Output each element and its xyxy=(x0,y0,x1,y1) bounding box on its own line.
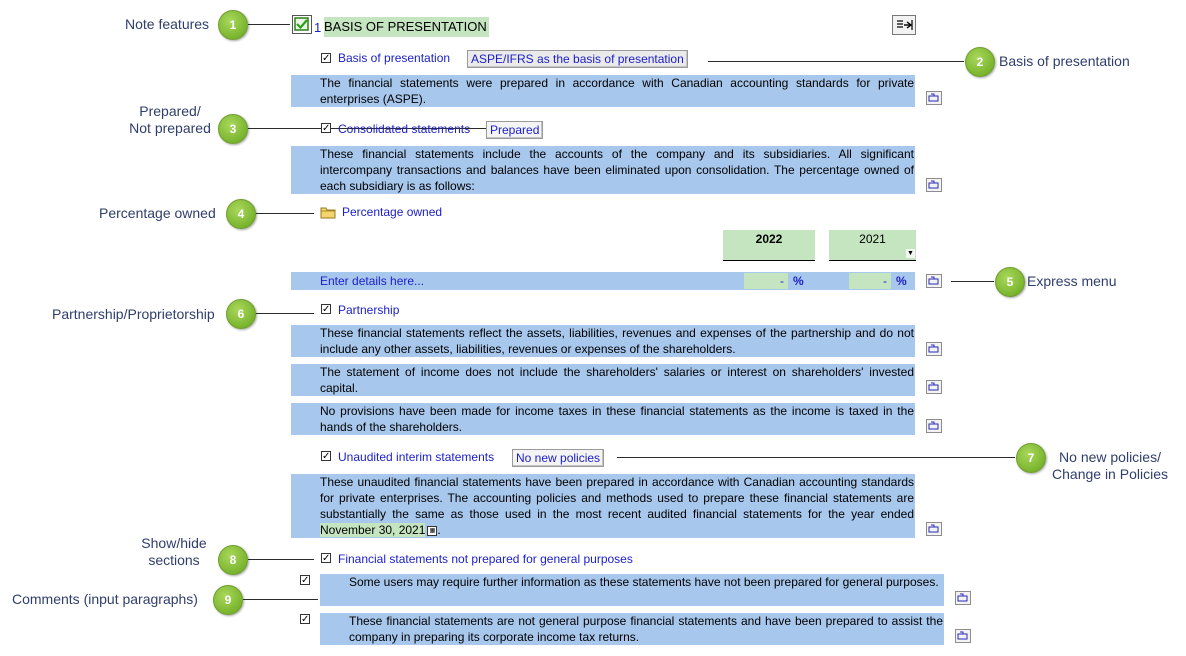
percentage-details-row[interactable] xyxy=(291,272,915,290)
percentage-details-input[interactable]: Enter details here... xyxy=(320,274,425,288)
comment-1-text: Some users may require further information as these statements have not been prepared for general purposes. xyxy=(349,575,939,589)
percentage-folder-button[interactable] xyxy=(320,205,336,219)
callout-label-showhide-l2: sections xyxy=(148,552,200,568)
percentage-value-prior[interactable]: - xyxy=(849,273,891,289)
export-button[interactable] xyxy=(892,15,916,35)
year-prior-label: 2021 xyxy=(859,232,886,246)
callout-label-showhide-l1: Show/hide xyxy=(141,535,207,551)
basis-paragraph[interactable] xyxy=(291,75,915,107)
partnership-paragraph-3[interactable] xyxy=(291,403,915,435)
callout-label-basis: Basis of presentation xyxy=(999,53,1130,69)
callout-label-policies-l1: No new policies/ xyxy=(1059,449,1161,465)
consolidated-dropdown[interactable]: Prepared xyxy=(486,121,543,139)
callout-badge-8: 8 xyxy=(218,545,248,575)
callout-badge-6: 6 xyxy=(226,299,256,329)
year-current-label: 2022 xyxy=(755,232,783,246)
callout-line-7 xyxy=(617,457,1015,458)
express-menu-icon xyxy=(928,344,940,354)
comment-1-checkbox[interactable]: ✓ xyxy=(301,575,310,586)
express-menu-button-9[interactable] xyxy=(955,629,971,643)
general-purpose-label[interactable]: Financial statements not prepared for general purposes xyxy=(338,552,633,566)
percentage-value-current[interactable]: - xyxy=(744,273,788,289)
callout-badge-3: 3 xyxy=(218,114,248,144)
express-menu-button-7[interactable] xyxy=(926,522,942,536)
note-checkbox[interactable] xyxy=(292,15,312,34)
callout-line-5 xyxy=(951,281,994,282)
callout-line-2 xyxy=(708,61,964,62)
year-prior-dropdown-arrow-icon[interactable]: ▼ xyxy=(907,250,914,257)
export-arrow-icon xyxy=(895,18,913,32)
partnership-paragraph-2-text: The statement of income does not include the shareholders' salaries or interest on shareholders' invested capital. xyxy=(320,365,914,395)
callout-line-4 xyxy=(256,213,314,214)
callout-label-prepared-l1: Prepared/ xyxy=(139,103,201,119)
partnership-checkbox[interactable]: ✓ xyxy=(322,304,331,315)
callout-badge-4: 4 xyxy=(226,199,256,229)
comment-2-checkbox[interactable]: ✓ xyxy=(301,614,310,625)
interim-paragraph-text xyxy=(320,474,914,538)
callout-line-9 xyxy=(243,599,318,600)
express-menu-icon xyxy=(928,524,940,534)
callout-label-comments: Comments (input paragraphs) xyxy=(12,591,198,607)
express-menu-button-3[interactable] xyxy=(926,274,942,288)
express-menu-icon xyxy=(957,631,969,641)
basis-dropdown[interactable]: ASPE/IFRS as the basis of presentation xyxy=(467,50,688,68)
general-purpose-checkbox[interactable]: ✓ xyxy=(322,553,331,564)
basis-checkbox[interactable]: ✓ xyxy=(322,53,331,64)
callout-label-partnership: Partnership/Proprietorship xyxy=(52,306,215,322)
consolidated-paragraph-text: These financial statements include the accounts of the company and its subsidiaries. All significant intercompany transactions and balances have been eliminated upon consolidation. The percentage owned of each subsidiary is as follows: xyxy=(320,147,914,193)
express-menu-button-5[interactable] xyxy=(926,380,942,394)
comment-2-text: These financial statements are not general purpose financial statements and have been prepared to assist the company in preparing its corporate income tax returns. xyxy=(349,614,943,644)
express-menu-button-6[interactable] xyxy=(926,419,942,433)
express-menu-button-2[interactable] xyxy=(926,178,942,192)
callout-label-policies xyxy=(1040,449,1180,483)
express-menu-icon xyxy=(957,593,969,603)
express-menu-button-1[interactable] xyxy=(926,91,942,105)
callout-line-6 xyxy=(256,313,314,314)
callout-badge-1: 1 xyxy=(218,10,248,40)
callout-label-percentage: Percentage owned xyxy=(99,205,216,221)
year-prior-header[interactable] xyxy=(829,230,916,261)
callout-badge-2: 2 xyxy=(965,47,995,77)
partnership-paragraph-1[interactable] xyxy=(291,325,915,357)
callout-line-8 xyxy=(248,559,314,560)
interim-paragraph-end: . xyxy=(437,523,441,537)
interim-date-field[interactable]: November 30, 2021 xyxy=(320,523,426,537)
callout-label-note-features: Note features xyxy=(125,16,210,32)
folder-icon xyxy=(320,205,336,219)
interim-paragraph[interactable] xyxy=(291,474,915,538)
partnership-label[interactable]: Partnership xyxy=(338,303,400,317)
interim-paragraph-main: These unaudited financial statements have been prepared in accordance with Canadian accounting standards for private enterprises. The accounting policies and methods used to prepare these financial statements are substantially the same as those used in the most recent audited financial statements for the year ended xyxy=(320,475,914,521)
partnership-paragraph-2[interactable] xyxy=(291,364,915,396)
basis-paragraph-text: The financial statements were prepared in accordance with Canadian accounting standards for private enterprises (ASPE). xyxy=(320,76,914,106)
comment-1-paragraph[interactable] xyxy=(320,574,944,606)
percentage-label[interactable]: Percentage owned xyxy=(342,205,443,219)
express-menu-icon xyxy=(928,93,940,103)
comment-2-paragraph[interactable] xyxy=(320,613,944,645)
callout-label-express: Express menu xyxy=(1027,273,1117,289)
express-menu-icon xyxy=(928,276,940,286)
basis-label[interactable]: Basis of presentation xyxy=(338,51,451,65)
express-menu-icon xyxy=(928,382,940,392)
callout-label-policies-l2: Change in Policies xyxy=(1052,466,1168,482)
partnership-paragraph-3-text: No provisions have been made for income taxes in these financial statements as the income is taxed in the hands of the shareholders. xyxy=(320,404,914,434)
callout-label-prepared xyxy=(120,103,220,137)
interim-label[interactable]: Unaudited interim statements xyxy=(338,450,495,464)
consolidated-label[interactable]: Consolidated statements xyxy=(338,122,471,136)
interim-dropdown[interactable]: No new policies xyxy=(512,449,604,467)
callout-badge-9: 9 xyxy=(213,585,243,615)
consolidated-checkbox[interactable]: ✓ xyxy=(322,123,331,134)
callout-label-prepared-l2: Not prepared xyxy=(129,120,211,136)
note-title[interactable]: BASIS OF PRESENTATION xyxy=(324,17,489,37)
express-menu-button-8[interactable] xyxy=(955,591,971,605)
express-menu-button-4[interactable] xyxy=(926,342,942,356)
callout-badge-5: 5 xyxy=(995,267,1025,297)
express-menu-icon xyxy=(928,421,940,431)
calendar-icon[interactable]: ▦ xyxy=(427,526,437,536)
callout-line-1 xyxy=(248,24,290,25)
express-menu-icon xyxy=(928,180,940,190)
year-current-header xyxy=(723,230,815,261)
percentage-unit-current: % xyxy=(793,274,804,288)
note-number: 1 xyxy=(314,20,322,35)
callout-label-showhide xyxy=(124,535,224,569)
green-checkbox-icon xyxy=(293,16,311,33)
consolidated-paragraph[interactable] xyxy=(291,146,915,194)
interim-checkbox[interactable]: ✓ xyxy=(322,451,331,462)
partnership-paragraph-1-text: These financial statements reflect the assets, liabilities, revenues and expenses of the partnership and do not include any other assets, liabilities, revenues or expenses of the shareholders. xyxy=(320,326,914,356)
percentage-unit-prior: % xyxy=(896,274,907,288)
callout-badge-7: 7 xyxy=(1016,443,1046,473)
